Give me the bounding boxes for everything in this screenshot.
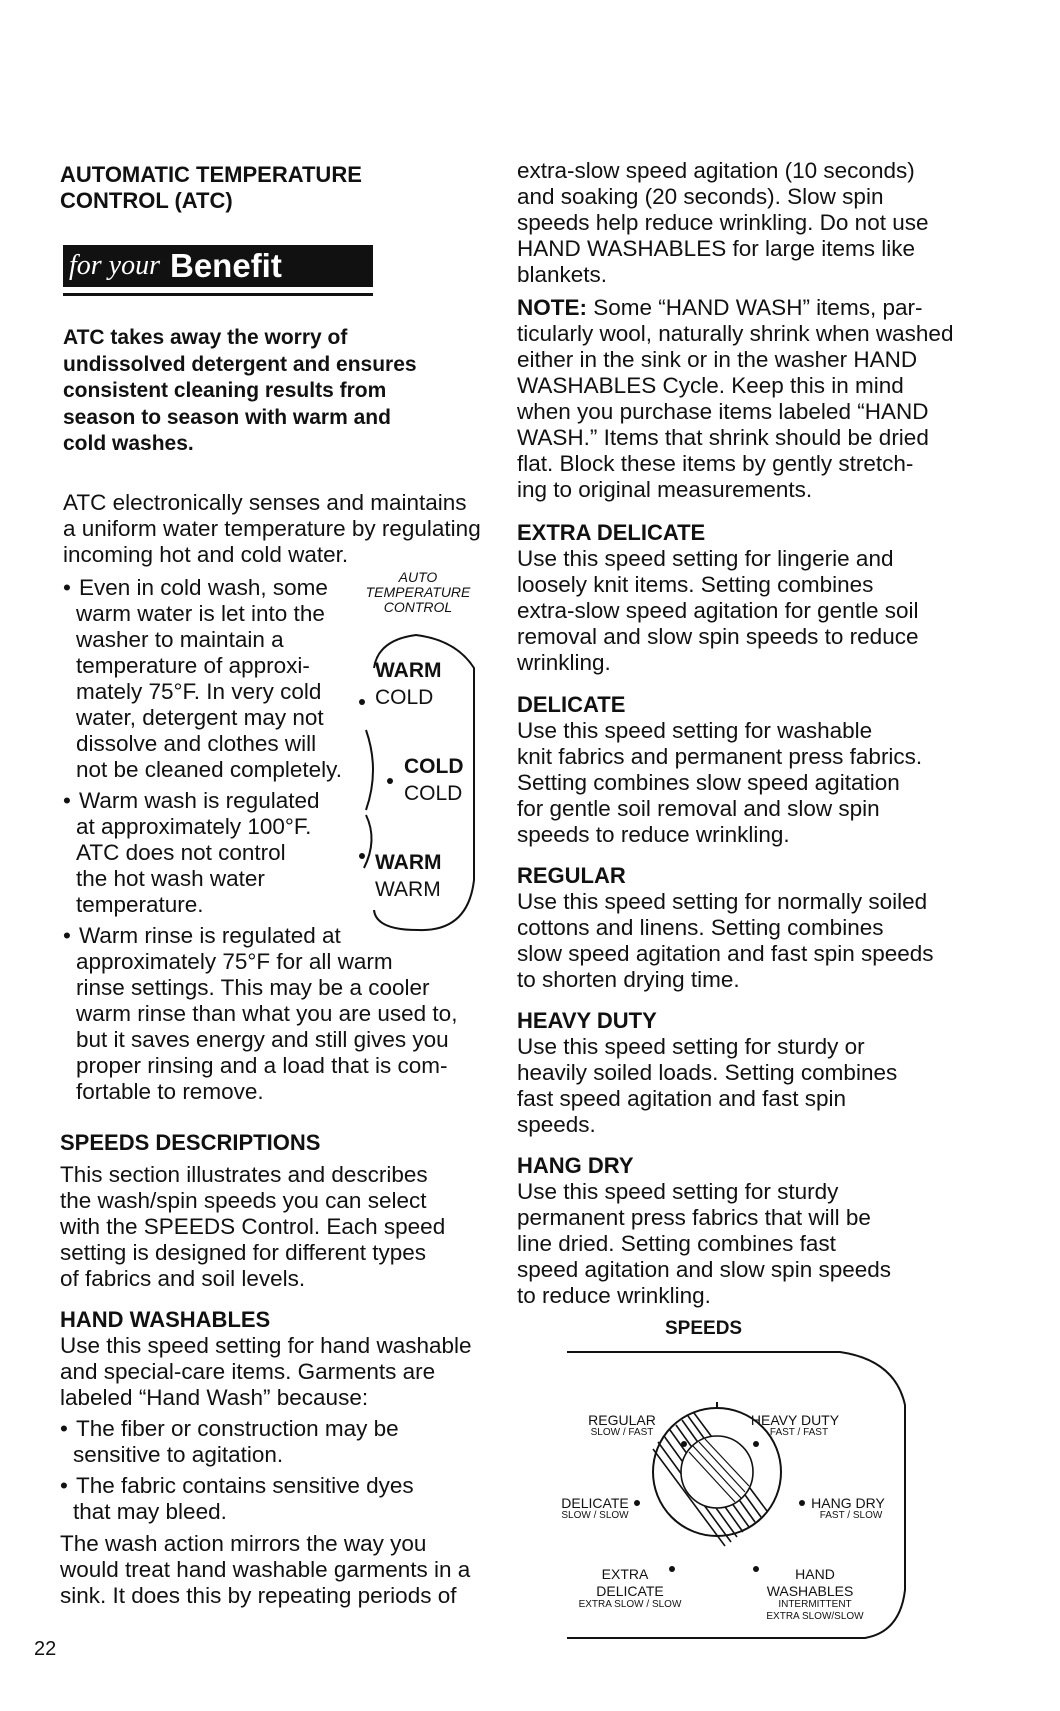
heavy-duty-body	[517, 1034, 897, 1138]
bullet-line: • Warm wash is regulated	[63, 788, 320, 814]
hang-dry-body	[517, 1179, 891, 1309]
note-label: NOTE:	[517, 295, 587, 320]
atc-setting-1-bottom: COLD	[375, 686, 434, 709]
bullet-line: proper rinsing and a load that is com-	[76, 1053, 448, 1078]
bullet-line: dissolve and clothes will	[76, 731, 317, 756]
atc-intro	[63, 490, 481, 568]
atc-setting-2-top: COLD	[404, 755, 464, 778]
bullet-line: sensitive to agitation.	[73, 1442, 284, 1467]
speed-extra-delicate-label-1: EXTRA	[601, 1566, 649, 1582]
paragraph-line: and special-care items. Garments are	[60, 1359, 436, 1384]
paragraph-line: with the SPEEDS Control. Each speed	[60, 1214, 446, 1239]
setting-dot	[669, 1566, 675, 1572]
paragraph-line: labeled “Hand Wash” because:	[60, 1385, 369, 1410]
setting-dot	[387, 778, 393, 784]
bullet-line: • Warm rinse is regulated at	[63, 923, 457, 949]
speed-hang-dry-label: HANG DRY	[811, 1495, 885, 1511]
bullet-line: warm rinse than what you are used to,	[76, 1001, 458, 1026]
paragraph-line: Use this speed setting for washable	[517, 718, 873, 743]
paragraph-line: removal and slow spin speeds to reduce	[517, 624, 919, 649]
atc-setting-3-top: WARM	[375, 851, 442, 874]
paragraph-line: blankets.	[517, 262, 608, 287]
paragraph-line: and soaking (20 seconds). Slow spin	[517, 184, 884, 209]
paragraph-line: knit fabrics and permanent press fabrics.	[517, 744, 923, 769]
bullet-line: mately 75°F. In very cold	[76, 679, 322, 704]
atc-panel-title	[356, 570, 480, 615]
paragraph-line: Setting combines slow speed agitation	[517, 770, 900, 795]
speed-heavy-duty-sub: FAST / FAST	[769, 1427, 829, 1438]
speed-delicate-label: DELICATE	[561, 1495, 629, 1511]
speed-heavy-duty-label: HEAVY DUTY	[750, 1412, 840, 1428]
delicate-body	[517, 718, 922, 848]
paragraph-line: for gentle soil removal and slow spin	[517, 796, 880, 821]
paragraph-line: ticularly wool, naturally shrink when washed	[517, 321, 954, 346]
paragraph-line: This section illustrates and describes	[60, 1162, 428, 1187]
speed-extra-delicate-sub: EXTRA SLOW / SLOW	[578, 1599, 682, 1610]
speeds-panel-title: SPEEDS	[665, 1318, 743, 1339]
bullet-line: warm water is let into the	[76, 601, 325, 626]
atc-bullet-warm-rinse	[63, 923, 457, 1105]
speed-hand-washables-label-2: WASHABLES	[766, 1583, 854, 1599]
atc-heading	[60, 162, 362, 214]
benefit-line: season to season with warm and	[63, 405, 391, 429]
paragraph-line: line dried. Setting combines fast	[517, 1231, 836, 1256]
speed-extra-delicate-label-2: DELICATE	[596, 1583, 664, 1599]
note-first-line	[517, 295, 953, 321]
paragraph-line: of fabrics and soil levels.	[60, 1266, 306, 1291]
speeds-control-panel	[561, 1310, 915, 1645]
bullet-line: ATC does not control	[76, 840, 286, 865]
bullet-line: washer to maintain a	[76, 627, 284, 652]
atc-heading-line: AUTOMATIC TEMPERATURE	[60, 162, 362, 187]
paragraph-line: permanent press fabrics that will be	[517, 1205, 871, 1230]
bullet-line: approximately 75°F for all warm	[76, 949, 393, 974]
setting-dot	[681, 1441, 687, 1447]
extra-delicate-body	[517, 546, 918, 676]
bullet-line: not be cleaned completely.	[76, 757, 343, 782]
benefit-statement	[63, 325, 417, 458]
paragraph-line: to shorten drying time.	[517, 967, 740, 992]
atc-setting-3-bottom: WARM	[375, 878, 441, 901]
paragraph-line: WASHABLES Cycle. Keep this in mind	[517, 373, 904, 398]
paragraph-line: flat. Block these items by gently stretch-	[517, 451, 914, 476]
benefit-line: undissolved detergent and ensures	[63, 352, 417, 376]
paragraph-line: Use this speed setting for lingerie and	[517, 546, 894, 571]
bullet-line: temperature.	[76, 892, 204, 917]
benefit-line: ATC takes away the worry of	[63, 326, 348, 349]
speed-hang-dry-sub: FAST / SLOW	[819, 1510, 883, 1521]
paragraph-line: wrinkling.	[517, 650, 611, 675]
setting-dot	[753, 1441, 759, 1447]
paragraph-line: a uniform water temperature by regulating	[63, 516, 481, 541]
hang-dry-heading: HANG DRY	[517, 1153, 634, 1178]
setting-dot	[359, 699, 365, 705]
speed-delicate-sub: SLOW / SLOW	[561, 1510, 629, 1521]
hand-washables-continued	[517, 158, 929, 288]
bullet-line: the hot wash water	[76, 866, 265, 891]
hand-wash-tail	[60, 1531, 470, 1609]
page-number: 22	[34, 1638, 57, 1660]
bullet-line: fortable to remove.	[76, 1079, 264, 1104]
banner-bold-text: Benefit	[170, 247, 282, 284]
paragraph-line: The wash action mirrors the way you	[60, 1531, 427, 1556]
speeds-heading: SPEEDS DESCRIPTIONS	[60, 1130, 321, 1155]
paragraph-line: speed agitation and slow spin speeds	[517, 1257, 892, 1282]
paragraph-line: heavily soiled loads. Setting combines	[517, 1060, 898, 1085]
atc-control-panel	[356, 570, 480, 940]
paragraph-line: incoming hot and cold water.	[63, 542, 349, 567]
benefit-line: consistent cleaning results from	[63, 379, 387, 402]
atc-panel-title-line: TEMPERATURE	[365, 584, 471, 600]
paragraph-line: would treat hand washable garments in a	[60, 1557, 471, 1582]
paragraph-line: fast speed agitation and fast spin	[517, 1086, 846, 1111]
hand-washables-heading: HAND WASHABLES	[60, 1307, 271, 1332]
paragraph-line: loosely knit items. Setting combines	[517, 572, 874, 597]
speed-regular-sub: SLOW / FAST	[590, 1427, 654, 1438]
for-your-benefit-banner	[63, 245, 373, 295]
atc-setting-2-bottom: COLD	[404, 782, 463, 805]
paragraph-line: either in the sink or in the washer HAND	[517, 347, 918, 372]
bullet-line: that may bleed.	[73, 1499, 227, 1524]
paragraph-line: slow speed agitation and fast spin speeds	[517, 941, 934, 966]
paragraph-line: when you purchase items labeled “HAND	[517, 399, 929, 424]
note-block	[517, 295, 953, 503]
paragraph-line: Use this speed setting for hand washable	[60, 1333, 472, 1358]
speeds-intro	[60, 1162, 445, 1292]
paragraph-line: Use this speed setting for sturdy	[517, 1179, 839, 1204]
paragraph-line: extra-slow speed agitation for gentle soil	[517, 598, 919, 623]
banner-italic-text: for your	[69, 250, 160, 281]
bullet-line: • Even in cold wash, some	[63, 575, 342, 601]
paragraph-line: speeds to reduce wrinkling.	[517, 822, 790, 847]
hand-bullet-fiber	[60, 1416, 399, 1468]
paragraph-line: cottons and linens. Setting combines	[517, 915, 884, 940]
speed-hand-washables-sub-2: EXTRA SLOW/SLOW	[766, 1611, 864, 1622]
heavy-duty-heading: HEAVY DUTY	[517, 1008, 657, 1033]
benefit-line: cold washes.	[63, 432, 194, 455]
atc-heading-line: CONTROL (ATC)	[60, 188, 233, 213]
note-text: Some “HAND WASH” items, par-	[587, 295, 923, 320]
paragraph-line: ATC electronically senses and maintains	[63, 490, 467, 515]
regular-body	[517, 889, 934, 993]
speed-regular-label: REGULAR	[588, 1412, 656, 1428]
paragraph-line: speeds.	[517, 1112, 596, 1137]
paragraph-line: extra-slow speed agitation (10 seconds)	[517, 158, 915, 183]
paragraph-line: ing to original measurements.	[517, 477, 813, 502]
atc-panel-title-line: AUTO	[398, 569, 438, 585]
atc-panel-title-line: CONTROL	[383, 599, 453, 615]
speed-hand-washables-sub-1: INTERMITTENT	[778, 1599, 852, 1610]
speed-hand-washables-label-1: HAND	[795, 1566, 835, 1582]
atc-setting-1-top: WARM	[375, 659, 442, 682]
paragraph-line: Use this speed setting for normally soiled	[517, 889, 928, 914]
banner-rule	[63, 293, 373, 296]
bullet-line: • The fiber or construction may be	[60, 1416, 399, 1442]
bullet-line: but it saves energy and still gives you	[76, 1027, 449, 1052]
paragraph-line: HAND WASHABLES for large items like	[517, 236, 916, 261]
paragraph-line: Use this speed setting for sturdy or	[517, 1034, 865, 1059]
paragraph-line: setting is designed for different types	[60, 1240, 427, 1265]
paragraph-line: speeds help reduce wrinkling. Do not use	[517, 210, 929, 235]
extra-delicate-heading: EXTRA DELICATE	[517, 520, 706, 545]
hand-washables-intro	[60, 1333, 472, 1411]
regular-heading: REGULAR	[517, 863, 626, 888]
setting-dot	[359, 853, 365, 859]
setting-dot	[753, 1566, 759, 1572]
bullet-line: rinse settings. This may be a cooler	[76, 975, 430, 1000]
delicate-heading: DELICATE	[517, 692, 626, 717]
hand-bullet-dyes	[60, 1473, 414, 1525]
atc-bullet-warm-wash	[63, 788, 320, 918]
paragraph-line: to reduce wrinkling.	[517, 1283, 711, 1308]
bullet-line: • The fabric contains sensitive dyes	[60, 1473, 414, 1499]
paragraph-line: sink. It does this by repeating periods of	[60, 1583, 457, 1608]
bullet-line: at approximately 100°F.	[76, 814, 312, 839]
paragraph-line: WASH.” Items that shrink should be dried	[517, 425, 929, 450]
paragraph-line: the wash/spin speeds you can select	[60, 1188, 427, 1213]
setting-dot	[634, 1500, 640, 1506]
bullet-line: water, detergent may not	[76, 705, 324, 730]
atc-bullet-cold	[63, 575, 342, 783]
bullet-line: temperature of approxi-	[76, 653, 310, 678]
